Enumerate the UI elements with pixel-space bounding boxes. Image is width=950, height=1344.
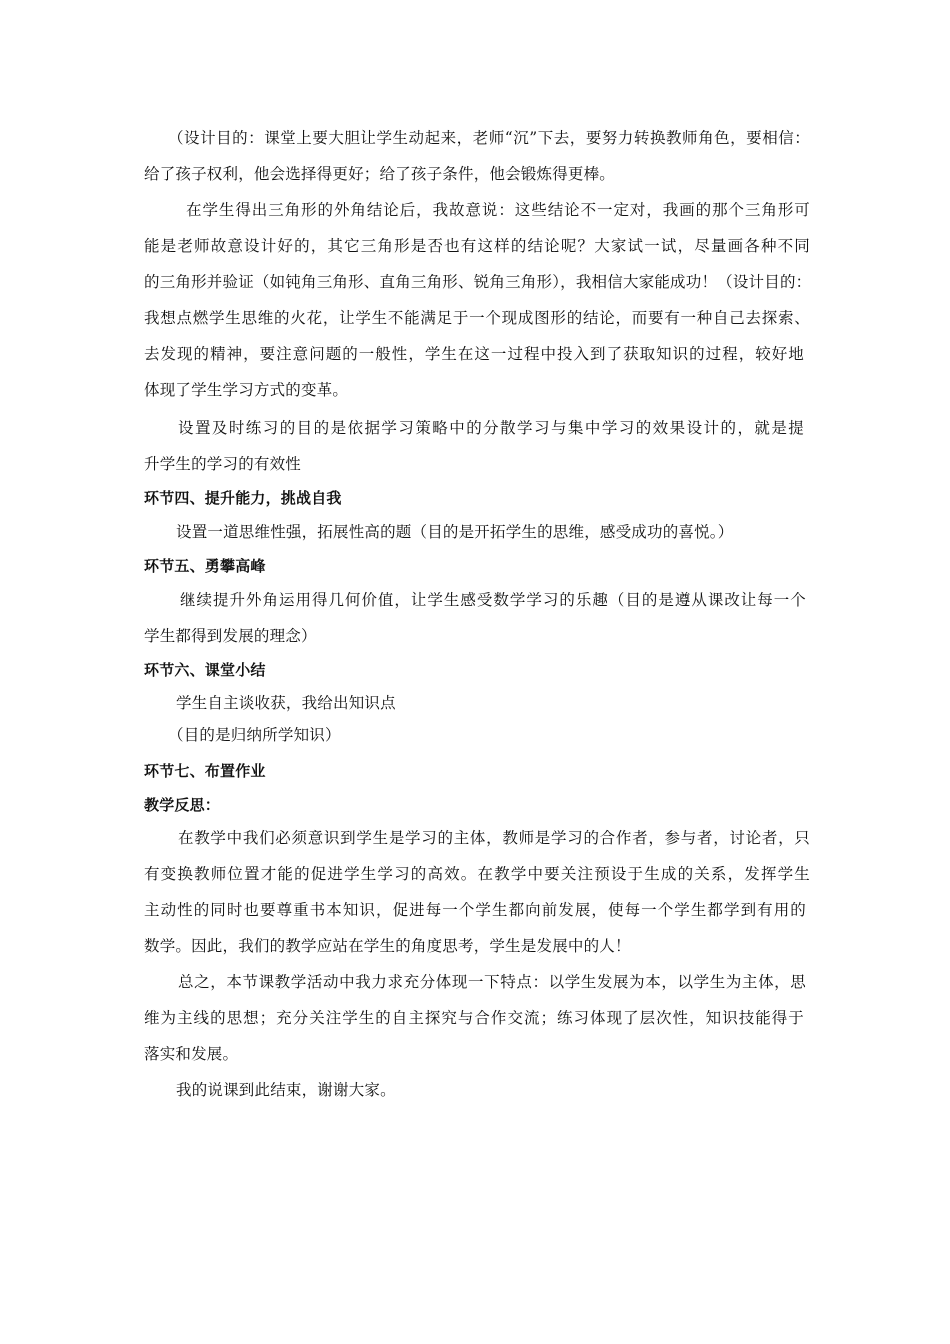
paragraph-line: 主动性的同时也要尊重书本知识，促进每一个学生都向前发展，使每一个学生都学到有用的 [144, 901, 806, 919]
paragraph-line: 数学。因此，我们的教学应站在学生的角度思考，学生是发展中的人！ [144, 937, 631, 955]
section-heading: 环节四、提升能力，挑战自我 [144, 489, 342, 507]
paragraph-line: 在学生得出三角形的外角结论后，我故意说：这些结论不一定对，我画的那个三角形可 [186, 201, 810, 219]
paragraph-line: 总之，本节课教学活动中我力求充分体现一下特点：以学生发展为本，以学生为主体，思 [178, 973, 806, 991]
paragraph-line: （目的是归纳所学知识） [168, 726, 341, 744]
paragraph-line: 去发现的精神，要注意问题的一般性，学生在这一过程中投入到了获取知识的过程，较好地 [144, 345, 804, 363]
paragraph-line: 的三角形并验证（如钝角三角形、直角三角形、锐角三角形），我相信大家能成功！（设计目的： [144, 273, 812, 291]
paragraph-line: 升学生的学习的有效性 [144, 455, 302, 473]
section-heading: 环节六、课堂小结 [144, 661, 266, 679]
paragraph-line: 设置一道思维性强，拓展性高的题（目的是开拓学生的思维，感受成功的喜悦。） [176, 523, 734, 541]
section-heading: 环节七、布置作业 [144, 762, 266, 780]
section-heading: 环节五、勇攀高峰 [144, 557, 266, 575]
paragraph-line: 学生都得到发展的理念） [144, 627, 317, 645]
paragraph-line: 体现了学生学习方式的变革。 [144, 381, 349, 399]
paragraph-line: （设计目的：课堂上要大胆让学生动起来，老师“沉”下去，要努力转换教师角色，要相信： [168, 129, 810, 147]
paragraph-line: 能是老师故意设计好的，其它三角形是否也有这样的结论呢？大家试一试，尽量画各种不同 [144, 237, 810, 255]
paragraph-line: 在教学中我们必须意识到学生是学习的主体，教师是学习的合作者，参与者，讨论者，只 [178, 829, 810, 847]
paragraph-line: 给了孩子权利，他会选择得更好；给了孩子条件，他会锻炼得更棒。 [144, 165, 616, 183]
paragraph-line: 我的说课到此结束，谢谢大家。 [176, 1081, 396, 1099]
paragraph-line: 落实和发展。 [144, 1045, 239, 1063]
section-heading: 教学反思： [144, 796, 221, 814]
paragraph-line: 有变换教师位置才能的促进学生学习的高效。在教学中要关注预设于生成的关系，发挥学生 [144, 865, 810, 883]
paragraph-line: 设置及时练习的目的是依据学习策略中的分散学习与集中学习的效果设计的，就是提 [178, 419, 804, 437]
paragraph-line: 我想点燃学生思维的火花，让学生不能满足于一个现成图形的结论，而要有一种自己去探索、 [144, 309, 810, 327]
paragraph-line: 继续提升外角运用得几何价值，让学生感受数学学习的乐趣（目的是遵从课改让每一个 [180, 591, 806, 609]
paragraph-line: 学生自主谈收获，我给出知识点 [176, 694, 396, 712]
paragraph-line: 维为主线的思想；充分关注学生的自主探究与合作交流；练习体现了层次性，知识技能得于 [144, 1009, 804, 1027]
